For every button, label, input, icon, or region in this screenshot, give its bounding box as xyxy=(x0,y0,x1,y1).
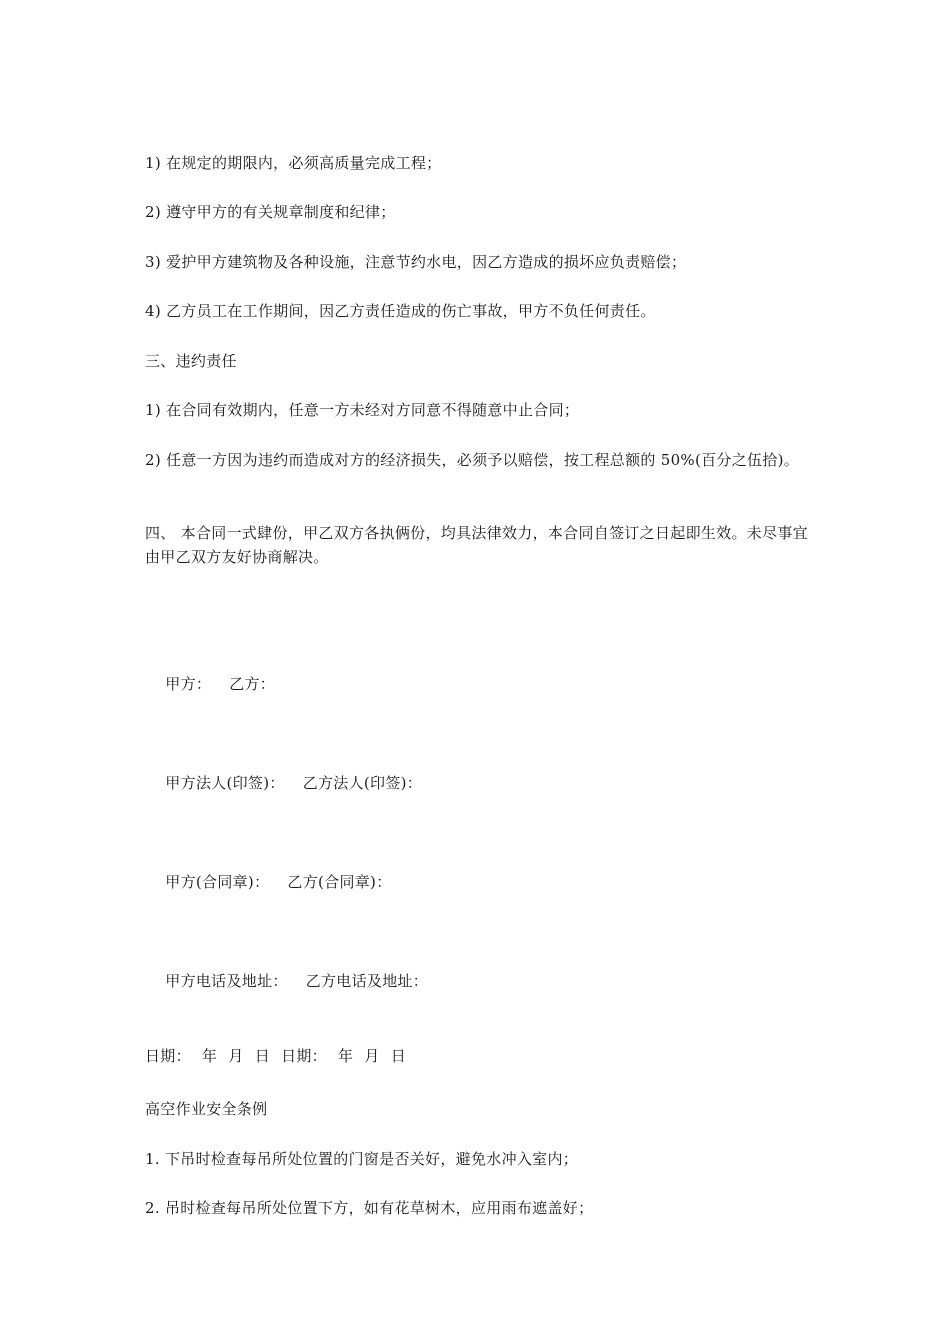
obligation-item-2: 2) 遵守甲方的有关规章制度和纪律； xyxy=(145,203,396,221)
section-heading-breach: 三、违约责任 xyxy=(145,352,237,370)
section-four-paragraph: 四、 本合同一式肆份，甲乙双方各执俩份，均具法律效力，本合同自签订之日起即生效。未尽事宜由甲乙双方友好协商解决。 xyxy=(145,524,808,566)
signature-legal-row xyxy=(145,747,815,819)
contact-b-label: 乙方电话及地址： xyxy=(305,972,429,990)
safety-title: 高空作业安全条例 xyxy=(145,1100,268,1118)
party-b-label: 乙方： xyxy=(229,675,276,693)
safety-item-1: 1. 下吊时检查每吊所处位置的门窗是否关好，避免水冲入室内； xyxy=(145,1150,579,1168)
signature-party-row xyxy=(145,648,815,720)
safety-item-2: 2. 吊时检查每吊所处位置下方，如有花草树木，应用雨布遮盖好； xyxy=(145,1199,594,1217)
breach-item-1: 1) 在合同有效期内，任意一方未经对方同意不得随意中止合同； xyxy=(145,401,580,419)
contact-a-label: 甲方电话及地址： xyxy=(165,972,288,990)
obligation-item-3: 3) 爱护甲方建筑物及各种设施，注意节约水电，因乙方造成的损坏应负责赔偿； xyxy=(145,253,687,271)
signature-seal-row xyxy=(145,846,815,918)
obligation-item-1: 1) 在规定的期限内，必须高质量完成工程； xyxy=(145,154,442,172)
seal-b-label: 乙方(合同章)： xyxy=(287,873,392,891)
seal-a-label: 甲方(合同章)： xyxy=(165,873,270,891)
breach-item-2: 2) 任意一方因为违约而造成对方的经济损失，必须予以赔偿，按工程总额的 50%(百分之伍拾)。 xyxy=(145,451,800,469)
party-a-label: 甲方： xyxy=(165,675,212,693)
legal-a-label: 甲方法人(印签)： xyxy=(165,774,285,792)
obligation-item-4: 4) 乙方员工在工作期间，因乙方责任造成的伤亡事故，甲方不负任何责任。 xyxy=(145,302,656,320)
date-line: 日期： 年 月 日 日期： 年 月 日 xyxy=(145,1047,407,1065)
signature-contact-row xyxy=(145,945,815,1017)
legal-b-label: 乙方法人(印签)： xyxy=(302,774,423,792)
